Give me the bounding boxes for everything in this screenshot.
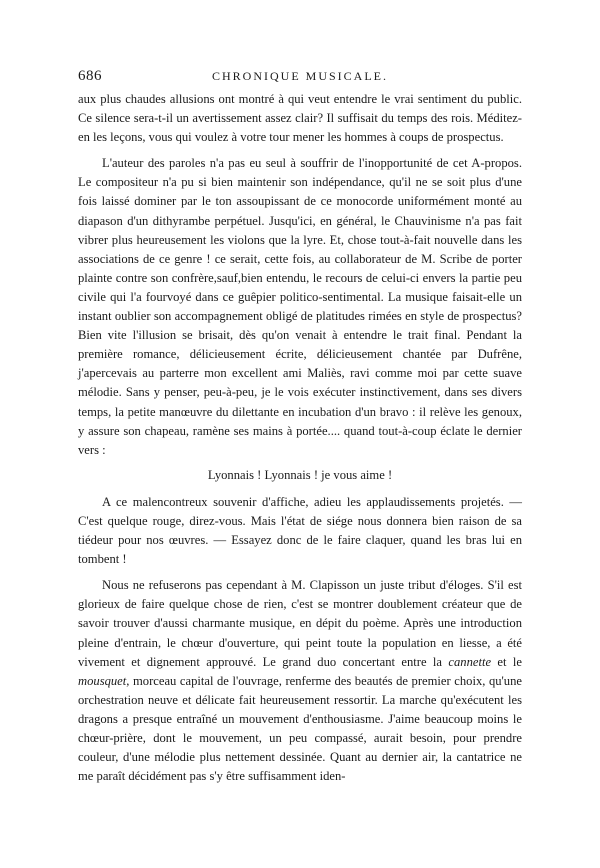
paragraph-author-critique: L'auteur des paroles n'a pas eu seul à souffrir de l'inopportunité de cet A-propos. Le compositeur n'a pu si bien maintenir son indépendance, qu'il ne se soit plus d'une fois laissé dominer par le ton assoupissant de ce monocorde uniformément monté au diapason d'un dithyrambe perpétuel. Jusqu'ici, en général, le Chauvinisme n'a pas fait vibrer plus heureusement les violons que la lyre. Et, chose tout-à-fait nouvelle dans les associations de ce genre ! ce serait, cette fois, au collaborateur de M. Scribe de porter plainte contre son confrère,sauf,bien entendu, le recours de celui-ci envers la partie peu civile qui l'a fourvoyé dans ce guêpier politico-sentimental. La musique faisait-elle un instant oublier son accompagnement obligé de platitudes rimées en style de prospectus? Bien vite l'illusion se brisait, dès qu'on venait à entendre le trait final. Pendant la première romance, délicieusement écrite, délicieusement chantée par Dufrêne, j'apercevais au parterre mon excellent ami Maliès, ravi comme moi par cette suave mélodie. Sans y penser, peu-à-peu, je le vois exécuter instinctivement, dans ses divers temps, la petite manœuvre du dilettante en incubation d'un bravo : il relève les genoux, y assure son chapeau, ramène ses mains à portée.... quand tout-à-coup éclate le dernier vers : xyxy=(78,156,522,457)
text-run: , morceau capital de l'ouvrage, renferme des beautés de premier choix, qu'une orchestration neuve et délicate fait heureusement ressortir. La marche qu'exécutent les dragons a presque entraîné un mouvement d'enthousiasme. J'aime beaucoup moins le chœur-prière, dont le mouvement, un peu compassé, aurait besoin, pour prendre couleur, d'une mélodie plus nettement dessinée. Quant au dernier air, la cantatrice ne me paraît décidément pas s'y être suffisamment iden- xyxy=(78,673,522,784)
italic-term-cannette: cannette xyxy=(448,654,492,669)
quoted-verse: Lyonnais ! Lyonnais ! je vous aime ! xyxy=(207,467,393,482)
text-run: Nous ne refuserons pas cependant à M. Clapisson un juste tribut d'éloges. S'il est glorieux de faire quelque chose de rien, c'est se montrer doublement créateur que de savoir trouver d'aussi charmante musique, en dépit du poème. Après une introduction pleine d'entrain, le chœur d'ouverture, qui peint toute la population en liesse, a été vivement et dignement approuvé. Le grand duo concertant entre la xyxy=(78,578,522,669)
body-text xyxy=(78,90,522,786)
paragraph-applause: A ce malencontreux souvenir d'affiche, adieu les applaudissements projetés. — C'est quelque rouge, direz-vous. Mais l'état de siége nous donnera bien raison de sa tiédeur pour nos œuvres. — Essayez donc de le faire claquer, quand les bras lui en tombent ! xyxy=(78,494,522,567)
page-number: 686 xyxy=(78,68,102,84)
page-header xyxy=(78,68,522,88)
italic-term-mousquet: mousquet xyxy=(78,673,127,688)
paragraph-clapisson xyxy=(78,576,522,786)
paragraph-continuation: aux plus chaudes allusions ont montré à qui veut entendre le vrai sentiment du public. Ce silence sera-t-il un avertissement assez clair? Il suffisait du temps des rois. Méditez-en les leçons, vous qui voulez à votre tour mener les hommes à coups de prospectus. xyxy=(78,92,522,145)
text-run: et le xyxy=(491,654,522,669)
running-title: CHRONIQUE MUSICALE. xyxy=(212,69,388,83)
